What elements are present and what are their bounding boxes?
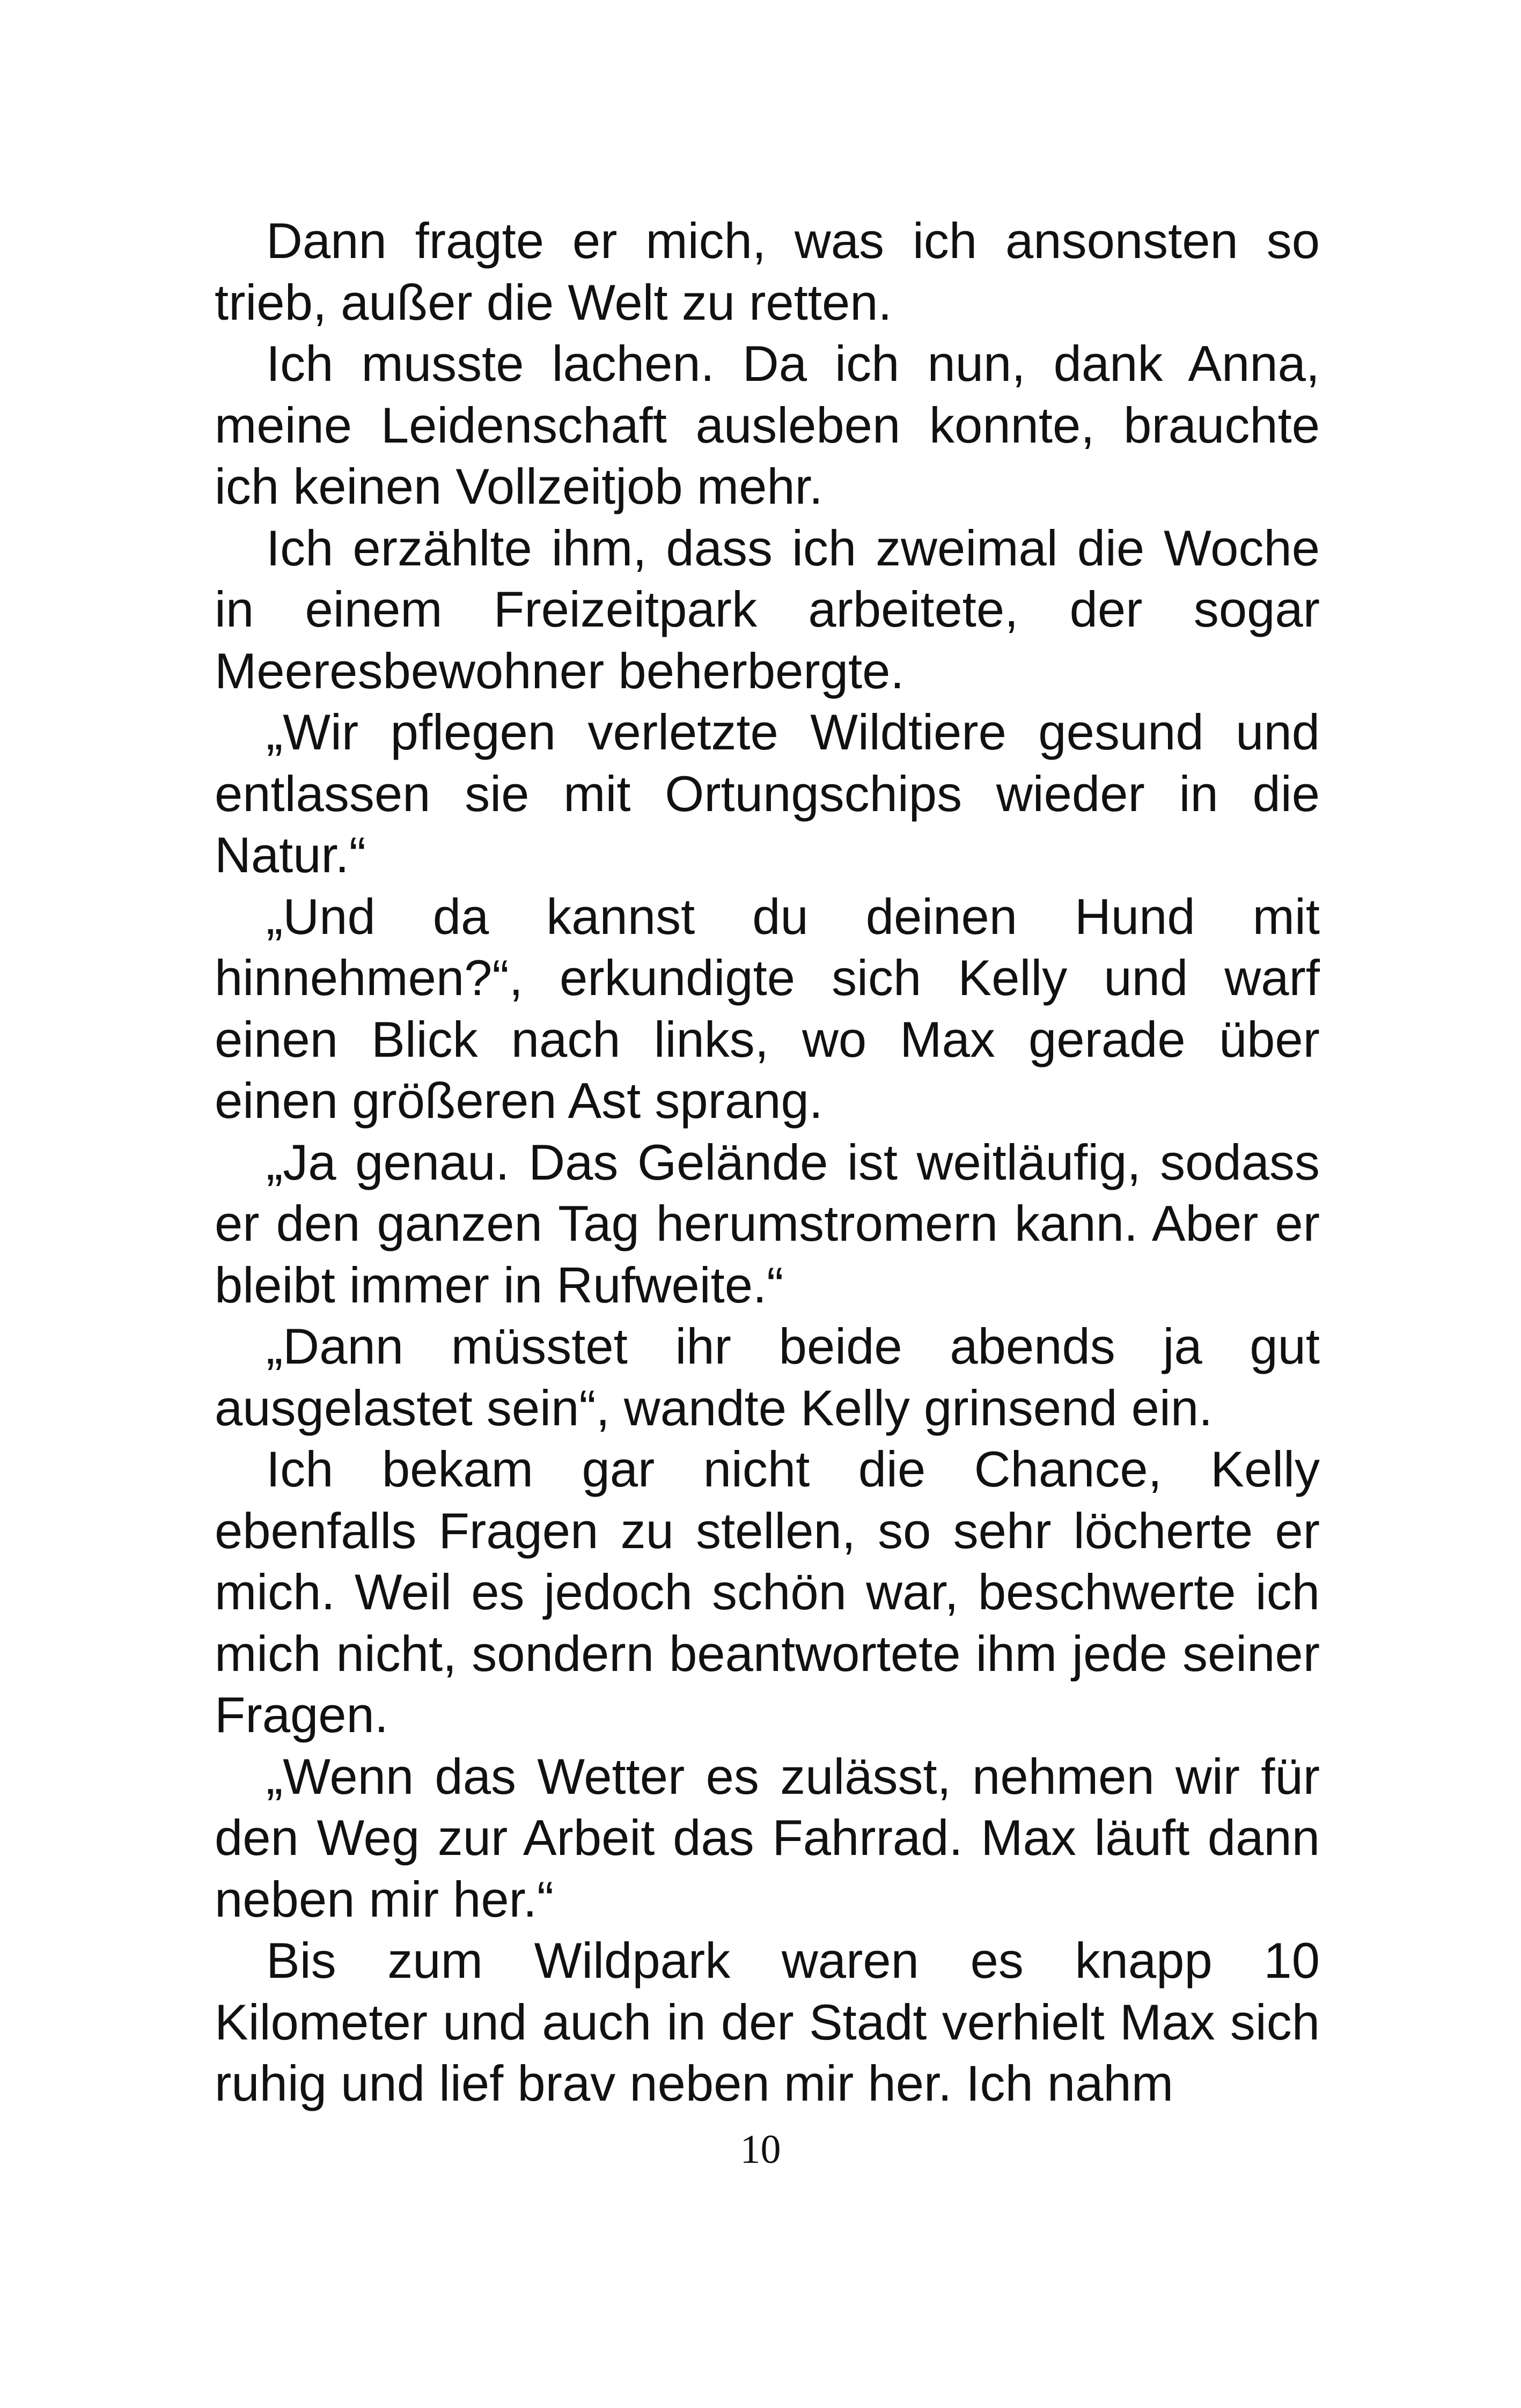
paragraph: „Wir pflegen verletzte Wildtiere gesund und entlassen sie mit Ortungschips wieder in die Natur.“ xyxy=(215,704,1320,883)
paragraph: „Ja genau. Das Gelände ist weitläufig, sodass er den ganzen Tag herumstromern kann. Aber er bleibt immer in Rufweite.“ xyxy=(215,1133,1320,1313)
body-text xyxy=(215,210,1320,2115)
paragraph: Bis zum Wildpark waren es knapp 10 Kilometer und auch in der Stadt verhielt Max sich ruhig und lief brav neben mir her. Ich nahm xyxy=(215,1932,1320,2111)
paragraph: „Und da kannst du deinen Hund mit hinnehmen?“, erkundigte sich Kelly und warf einen Blick nach links, wo Max gerade über einen größeren Ast sprang. xyxy=(215,888,1320,1129)
paragraph: Ich erzählte ihm, dass ich zweimal die Woche in einem Freizeitpark arbeitete, der sogar Meeresbewohner beherbergte. xyxy=(215,519,1320,699)
paragraph: „Dann müsstet ihr beide abends ja gut ausgelastet sein“, wandte Kelly grinsend ein. xyxy=(215,1318,1320,1436)
paragraph: Dann fragte er mich, was ich ansonsten so trieb, außer die Welt zu retten. xyxy=(215,212,1320,330)
page-number: 10 xyxy=(740,2127,781,2172)
paragraph: Ich bekam gar nicht die Chance, Kelly ebenfalls Fragen zu stellen, so sehr löcherte er mich. Weil es jedoch schön war, beschwerte ich mich nicht, sondern beantwortete ihm jede seiner Fragen. xyxy=(215,1441,1320,1743)
paragraph: Ich musste lachen. Da ich nun, dank Anna, meine Leidenschaft ausleben konnte, brauchte ich keinen Vollzeitjob mehr. xyxy=(215,335,1320,514)
paragraph: „Wenn das Wetter es zulässt, nehmen wir für den Weg zur Arbeit das Fahrrad. Max läuft dann neben mir her.“ xyxy=(215,1748,1320,1927)
